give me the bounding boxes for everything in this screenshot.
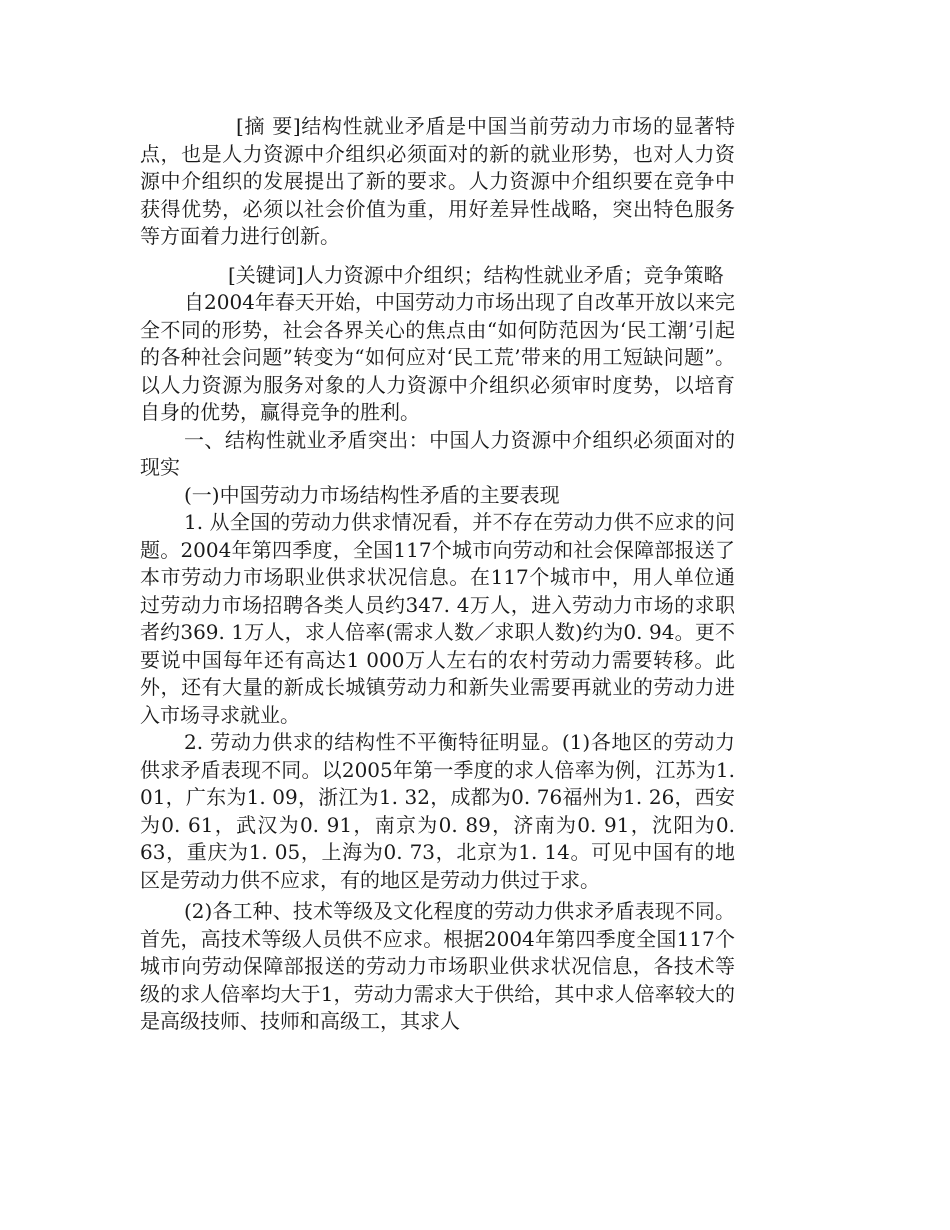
point-2-paragraph: 2. 劳动力供求的结构性不平衡特征明显。(1)各地区的劳动力供求矛盾表现不同。以2005年第一季度的求人倍率为例，江苏为1. 01，广东为1. 09，浙江为1. 32，成都为0. 76福州为1. 26，西安为0. 61，武汉为0. 91，南京为0. 89，济南为0. 91，沈阳为0. 63，重庆为1. 05，上海为0. 73，北京为1. 14。可见中国有的地区是劳动力供不应求，有的地区是劳动力供过于求。 (140, 730, 735, 892)
abstract-paragraph: [摘 要]结构性就业矛盾是中国当前劳动力市场的显著特点，也是人力资源中介组织必须面对的新的就业形势，也对人力资源中介组织的发展提出了新的要求。人力资源中介组织要在竞争中获得优势，必须以社会价值为重，用好差异性战略，突出特色服务等方面着力进行创新。 (140, 114, 735, 248)
section-heading: 一、结构性就业矛盾突出：中国人力资源中介组织必须面对的现实 (140, 427, 735, 479)
subsection-heading: (一)中国劳动力市场结构性矛盾的主要表现 (184, 482, 560, 507)
point-1-paragraph: 1. 从全国的劳动力供求情况看，并不存在劳动力供不应求的问题。2004年第四季度，全国117个城市向劳动和社会保障部报送了本市劳动力市场职业供求状况信息。在117个城市中，用人单位通过劳动力市场招聘各类人员约347. 4万人，进入劳动力市场的求职者约369. 1万人，求人倍率(需求人数／求职人数)约为0. 94。更不要说中国每年还有高达1 000万人左右的农村劳动力需要转移。此外，还有大量的新成长城镇劳动力和新失业需要再就业的劳动力进入市场寻求就业。 (140, 510, 735, 727)
document-page (140, 113, 735, 1036)
intro-paragraph: 自2004年春天开始，中国劳动力市场出现了自改革开放以来完全不同的形势，社会各界关心的焦点由“如何防范因为‘民工潮’引起的各种社会问题”转变为“如何应对‘民工荒’带来的用工短缺问题”。以人力资源为服务对象的人力资源中介组织必须审时度势，以培育自身的优势，赢得竞争的胜利。 (140, 290, 735, 424)
keywords-paragraph: [关键词]人力资源中介组织；结构性就业矛盾；竞争策略 (228, 262, 724, 287)
point-2-sub-paragraph: (2)各工种、技术等级及文化程度的劳动力供求矛盾表现不同。首先，高技术等级人员供不应求。根据2004年第四季度全国117个城市向劳动保障部报送的劳动力市场职业供求状况信息，各技术等级的求人倍率均大于1，劳动力需求大于供给，其中求人倍率较大的是高级技师、技师和高级工，其求人 (140, 899, 735, 1033)
